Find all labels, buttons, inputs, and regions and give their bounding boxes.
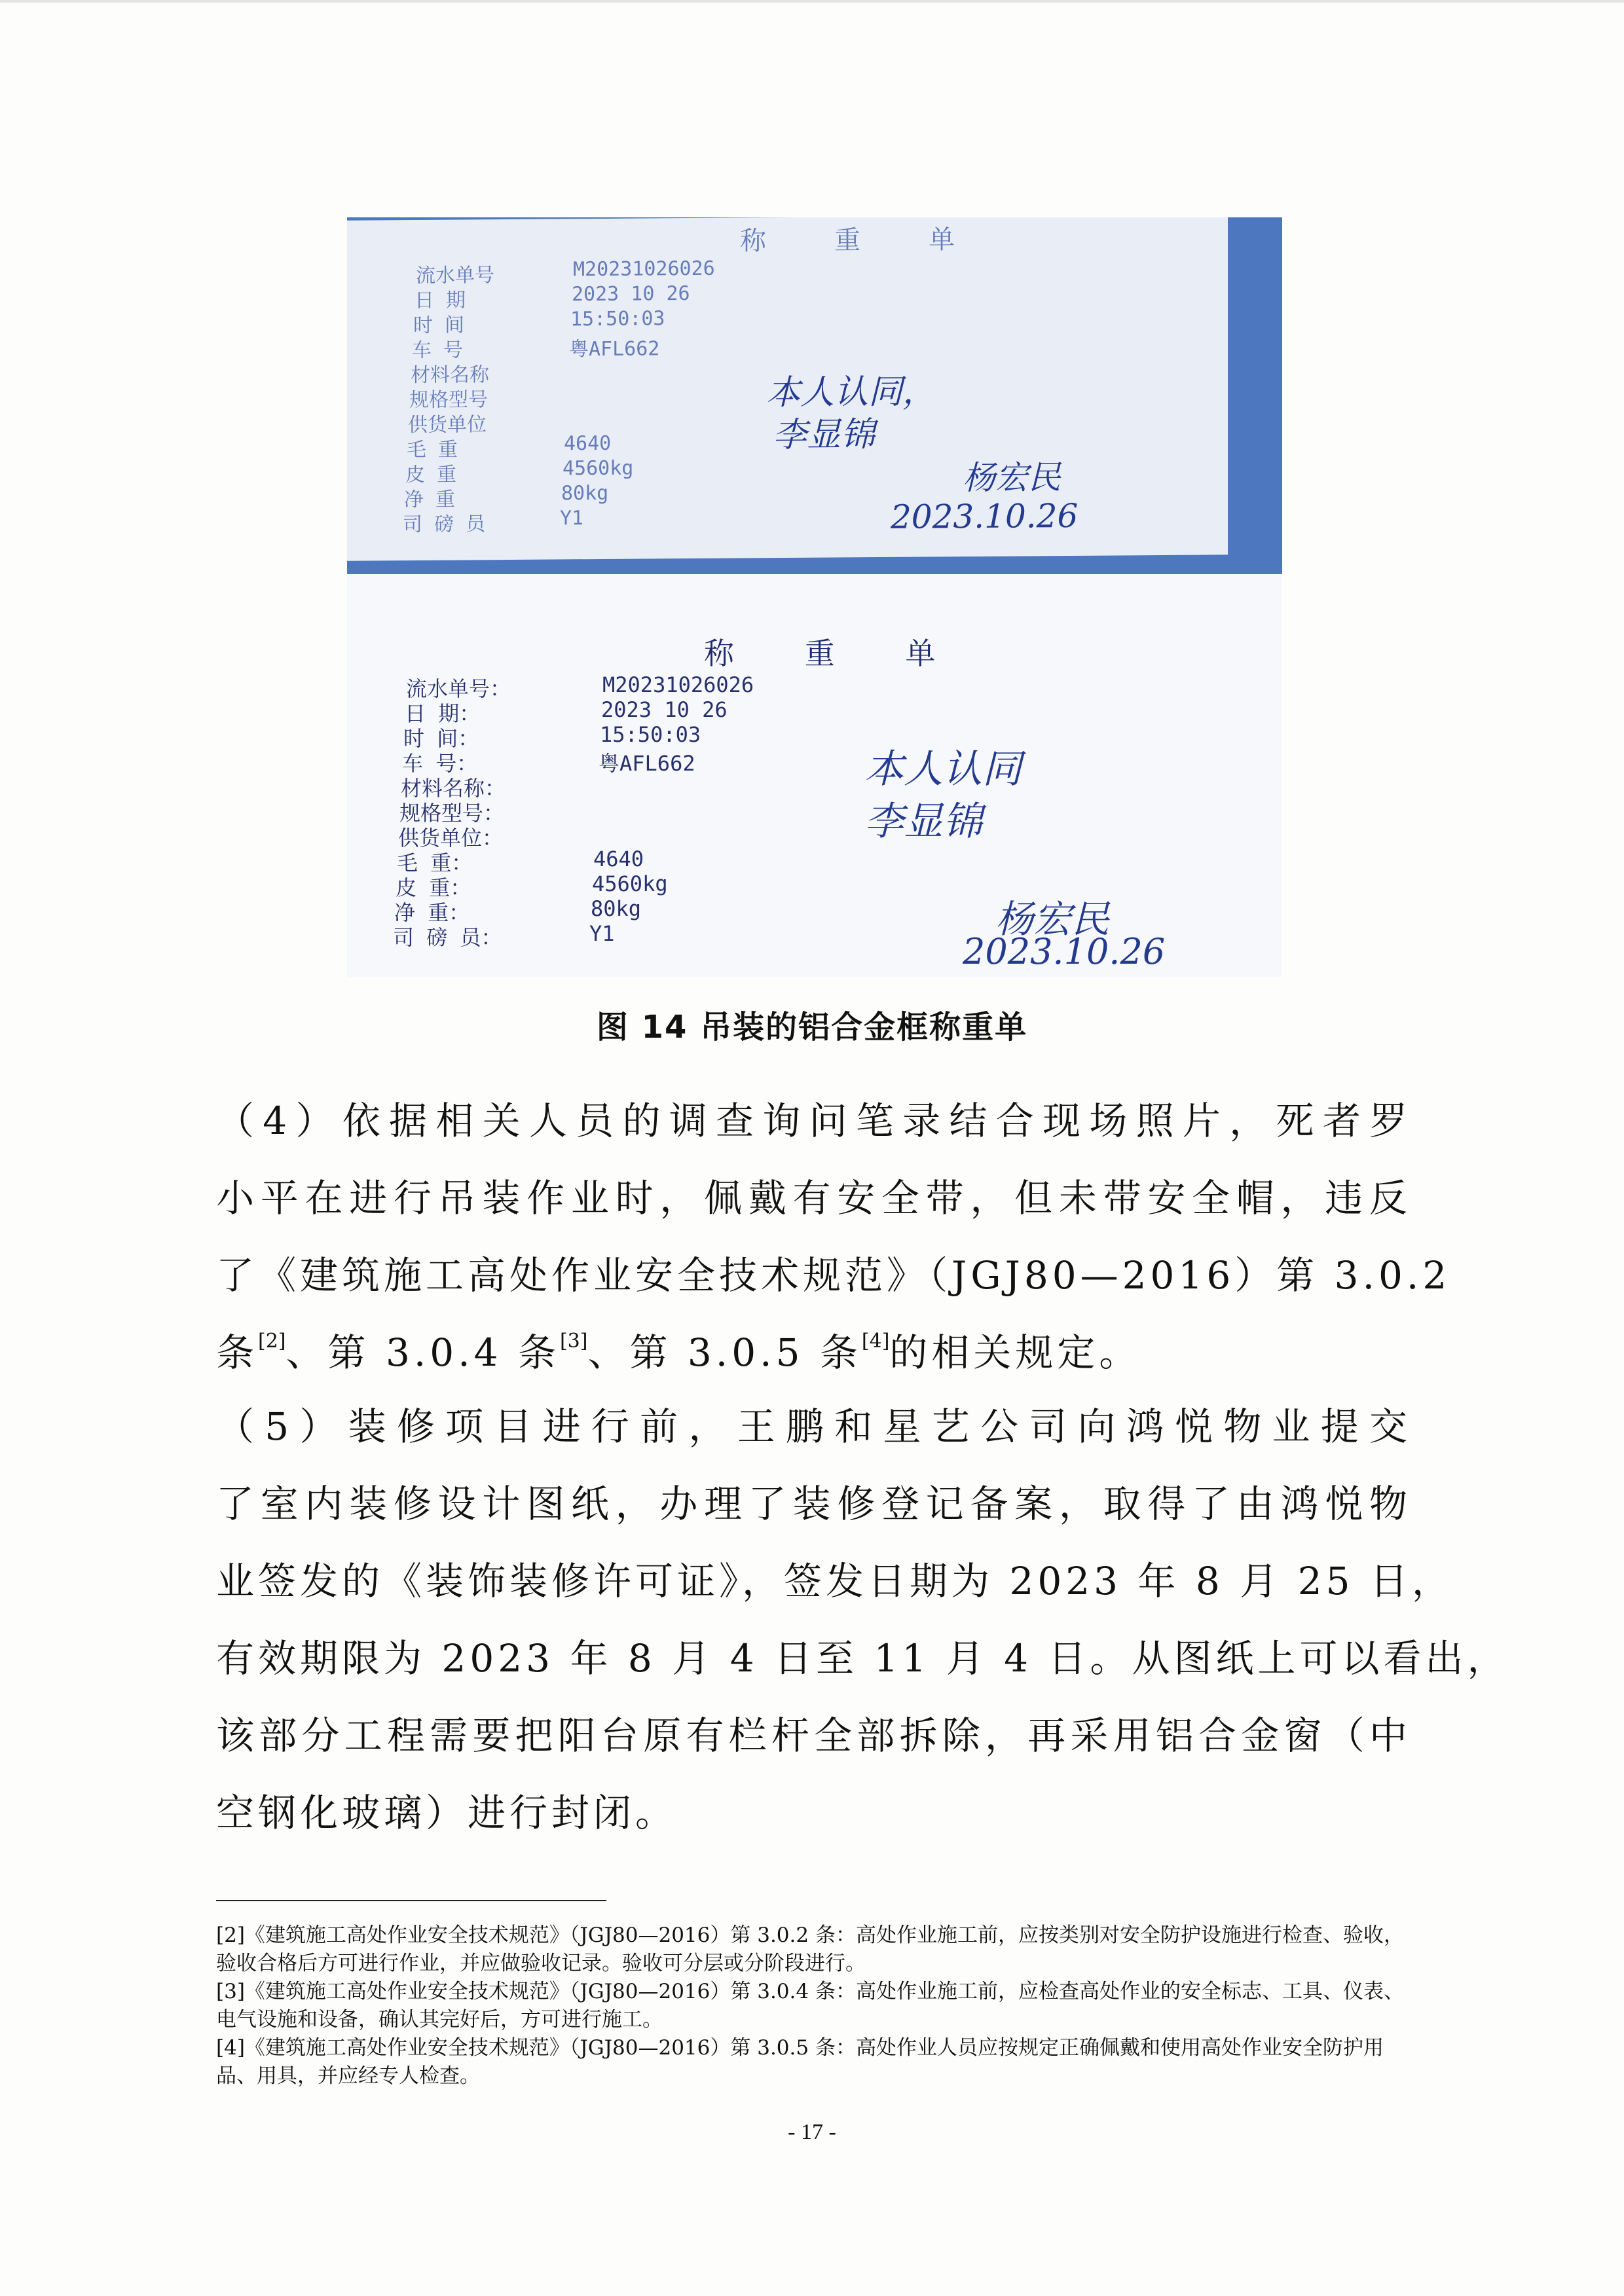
receipt-row [403, 507, 583, 537]
text-line: 空钢化玻璃）进行封闭。 [216, 1791, 678, 1835]
handwriting-line1: 本人认同， [766, 372, 937, 413]
receipt-row-label: 皮 重 [405, 463, 457, 487]
text-line: 小平在进行吊装作业时，佩戴有安全带，但未带安全帽，违反 [216, 1176, 1411, 1220]
receipt-row-label: 皮 重： [396, 875, 471, 900]
handwriting-line2: 李显锦 [773, 415, 876, 456]
text-line: 有效期限为 2023 年 8 月 4 日至 11 月 4 日。从图纸上可以看出， [216, 1636, 1509, 1681]
footnote-ref-4[interactable]: [4] [861, 1330, 890, 1353]
handwriting-line1: 本人认同 [864, 746, 1022, 792]
receipt-row-value: 2023 10 26 [572, 282, 690, 306]
footnote-ref-2[interactable]: [2] [258, 1330, 286, 1353]
handwritten-date: 2023.10.26 [963, 931, 1166, 972]
receipt-row-value: 4560kg [592, 871, 668, 896]
receipt-title: 称 重 单 [740, 224, 982, 257]
text-fragment: 、第 3.0.4 条 [286, 1330, 560, 1375]
receipt-row-value: 4560kg [563, 456, 634, 481]
receipt-row-value: 15:50:03 [570, 307, 665, 331]
receipt-row-label: 净 重 [404, 488, 456, 512]
receipt-row-label: 供货单位： [398, 826, 504, 850]
handwritten-date: 2023.10.26 [891, 496, 1079, 536]
receipt-row-value: 粤AFL662 [599, 751, 695, 776]
handwriting-line2: 李显锦 [864, 799, 982, 845]
text-line [216, 1322, 1141, 1377]
text-line: 业签发的《装饰装修许可证》，签发日期为 2023 年 8 月 25 日， [216, 1559, 1454, 1603]
footnote-3: [3]《建筑施工高处作业安全技术规范》（JGJ80—2016）第 3.0.4 条：高处作业施工前，应检查高处作业的安全标志、工具、仪表、电气设施和设备，确认其完好后，方可进行施工。 [216, 1980, 1404, 2032]
figure-caption: 图 14 吊装的铝合金框称重单 [596, 1009, 1028, 1046]
text-fragment: 条 [216, 1330, 259, 1375]
receipt-row-value: 80kg [561, 481, 609, 505]
receipt-row-label: 材料名称： [401, 776, 506, 801]
receipt-row-value: 2023 10 26 [601, 697, 728, 722]
footnote-4: [4]《建筑施工高处作业安全技术规范》（JGJ80—2016）第 3.0.5 条：高处作业人员应按规定正确佩戴和使用高处作业安全防护用品、用具，并应经专人检查。 [216, 2036, 1384, 2088]
text-line: 该部分工程需要把阳台原有栏杆全部拆除，再采用铝合金窗（中 [216, 1713, 1411, 1758]
receipt-row-value: Y1 [589, 921, 615, 946]
receipt-row-label: 流水单号： [406, 676, 511, 701]
receipt-row-value: 15:50:03 [600, 722, 701, 747]
receipt-row-label: 流水单号 [416, 264, 494, 287]
receipt-row-value: M20231026026 [573, 257, 715, 282]
receipt-row-label: 时 间： [403, 726, 479, 751]
receipt-title: 称 重 单 [704, 636, 962, 671]
receipt-row-value: M20231026026 [602, 672, 754, 697]
receipt-row-value: 4640 [564, 431, 612, 456]
receipt-row-label: 时 间 [413, 314, 465, 337]
receipt-row-label: 供货单位 [408, 413, 487, 437]
receipt-row-label: 司 磅 员： [393, 925, 502, 950]
receipt-row-label: 净 重： [394, 900, 470, 925]
receipt-row-label: 日 期： [405, 701, 481, 726]
receipt-row-label: 毛 重： [397, 850, 473, 875]
receipt-row [393, 921, 615, 951]
text-fragment: 、第 3.0.5 条 [587, 1330, 862, 1375]
receipt-clear [347, 574, 1282, 977]
receipt-row-label: 规格型号： [399, 801, 505, 826]
text-line: 了《建筑施工高处作业安全技术规范》（JGJ80—2016）第 3.0.2 [216, 1253, 1451, 1298]
text-line: 了室内装修设计图纸，办理了装修登记备案，取得了由鸿悦物 [216, 1482, 1411, 1526]
receipt-faded [347, 217, 1228, 561]
receipt-row-value: 80kg [591, 896, 642, 921]
handwritten-signature: 杨宏民 [995, 897, 1110, 941]
text-fragment: 的相关规定。 [889, 1330, 1141, 1375]
receipt-row-label: 毛 重 [407, 438, 458, 462]
text-line: （5）装修项目进行前，王鹏和星艺公司向鸿悦物业提交 [216, 1404, 1411, 1449]
text-line: （4）依据相关人员的调查询问笔录结合现场照片，死者罗 [216, 1099, 1411, 1143]
page-number: - 17 - [788, 2120, 836, 2144]
footnote-divider [216, 1900, 606, 1901]
receipt-row-value: 4640 [593, 847, 644, 871]
footnote-ref-3[interactable]: [3] [559, 1330, 588, 1353]
receipt-row-value: Y1 [560, 507, 584, 530]
receipt-row-label: 材料名称 [411, 363, 489, 388]
receipt-row-label: 司 磅 员 [403, 513, 486, 537]
weighing-receipt-photo [347, 217, 1282, 977]
receipt-row-label: 日 期 [415, 289, 466, 312]
receipt-row-label: 规格型号 [409, 388, 488, 412]
receipt-row-label: 车 号： [402, 751, 478, 776]
receipt-row-label: 车 号 [412, 338, 464, 363]
receipt-row-value: 粤AFL662 [569, 337, 660, 361]
footnotes [216, 1922, 1411, 2090]
footnote-2: [2]《建筑施工高处作业安全技术规范》（JGJ80—2016）第 3.0.2 条：高处作业施工前，应按类别对安全防护设施进行检查、验收，验收合格后方可进行作业，并应做验收记录。验收可分层或分阶段进行。 [216, 1923, 1404, 1975]
handwritten-signature: 杨宏民 [963, 458, 1061, 498]
